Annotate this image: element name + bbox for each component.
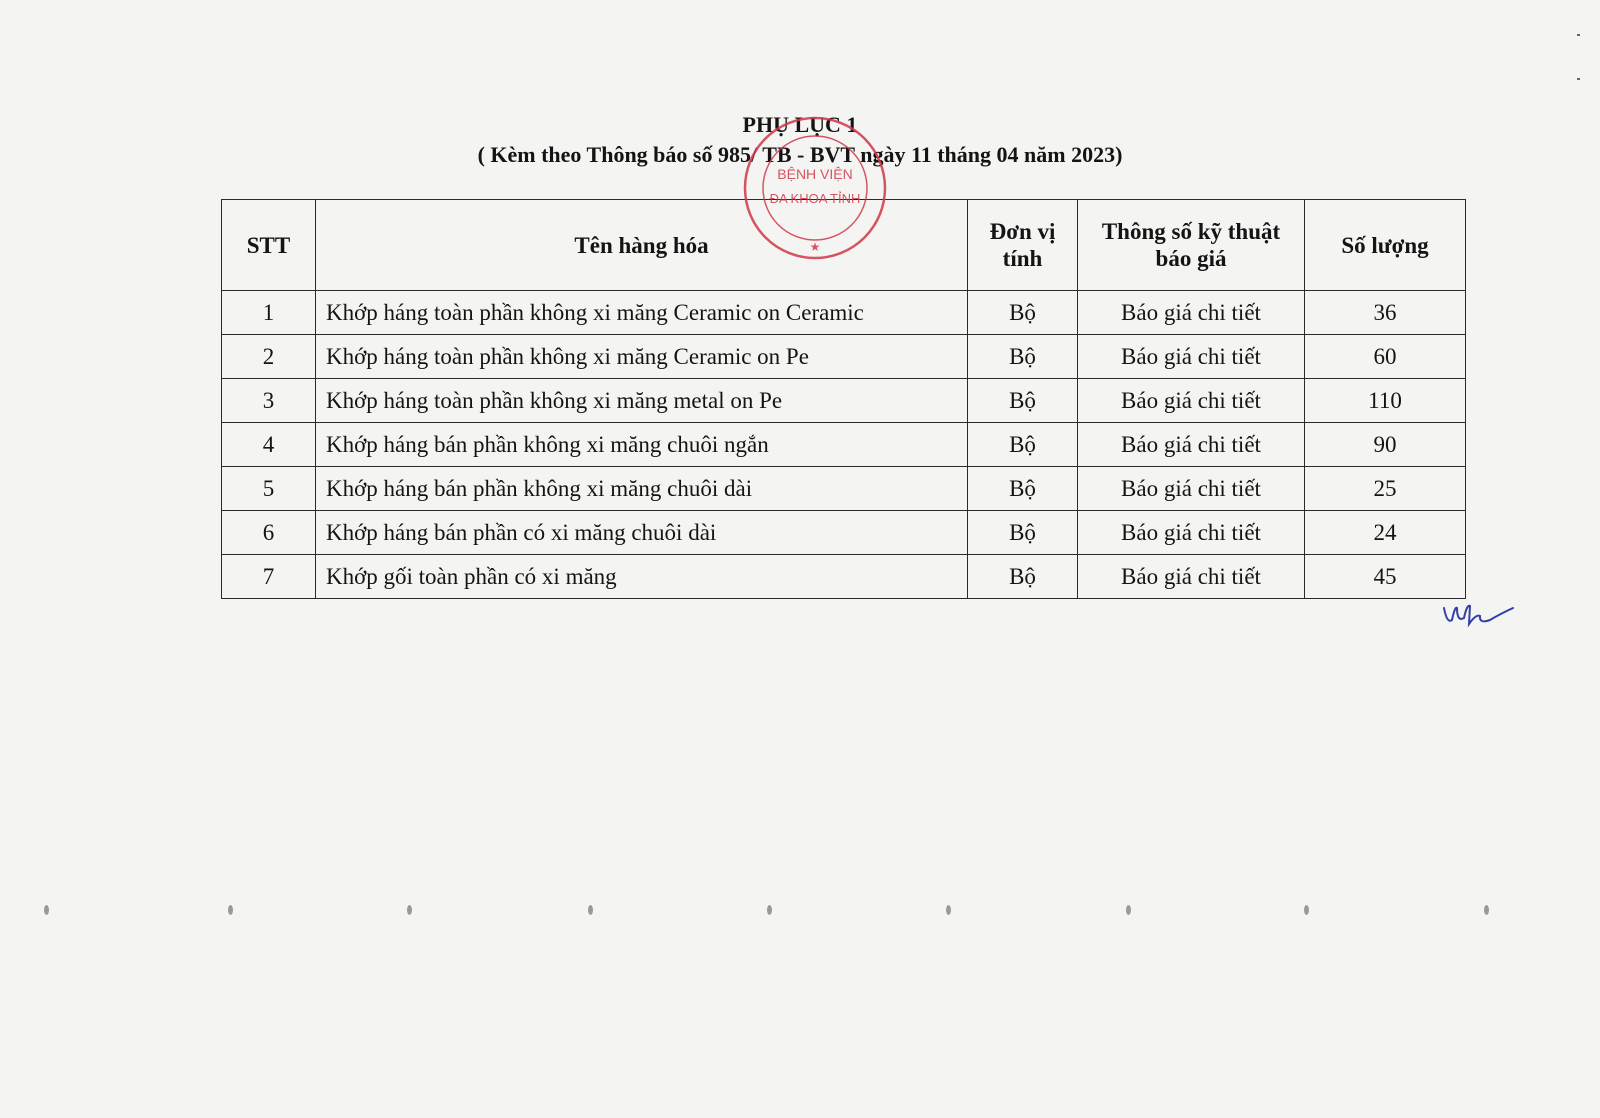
- scan-hole-mark: [1304, 905, 1309, 915]
- document-subtitle: ( Kèm theo Thông báo số 985/ TB - BVT ngày 11 tháng 04 năm 2023): [477, 142, 1123, 167]
- table-header-row: [222, 200, 1466, 291]
- cell-spec: Báo giá chi tiết: [1078, 511, 1305, 555]
- cell-unit: Bộ: [968, 423, 1078, 467]
- cell-quantity: 60: [1305, 335, 1466, 379]
- scan-hole-mark: [767, 905, 772, 915]
- table-row: [222, 379, 1466, 423]
- scan-edge-mark: [1577, 78, 1580, 80]
- scan-hole-mark: [407, 905, 412, 915]
- table-row: [222, 423, 1466, 467]
- table-row: [222, 291, 1466, 335]
- cell-stt: 3: [222, 379, 316, 423]
- scan-hole-mark: [228, 905, 233, 915]
- stamp-text-line1: BỆNH VIỆN: [777, 166, 853, 182]
- scan-hole-mark: [44, 905, 49, 915]
- document-title: PHỤ LỤC 1: [742, 112, 858, 137]
- scan-hole-mark: [1484, 905, 1489, 915]
- cell-stt: 2: [222, 335, 316, 379]
- header-spec-line2: báo giá: [1155, 246, 1227, 271]
- stamp-text-line2: ĐA KHOA TỈNH: [769, 191, 861, 206]
- header-unit-line2: tính: [1002, 246, 1043, 271]
- cell-quantity: 36: [1305, 291, 1466, 335]
- cell-item-name: Khớp háng toàn phần không xi măng Ceramic on Pe: [316, 335, 968, 379]
- scan-hole-mark: [588, 905, 593, 915]
- cell-quantity: 90: [1305, 423, 1466, 467]
- cell-spec: Báo giá chi tiết: [1078, 291, 1305, 335]
- cell-stt: 7: [222, 555, 316, 599]
- cell-spec: Báo giá chi tiết: [1078, 467, 1305, 511]
- cell-spec: Báo giá chi tiết: [1078, 379, 1305, 423]
- cell-unit: Bộ: [968, 335, 1078, 379]
- goods-table: [221, 199, 1466, 599]
- stamp-star: ★: [809, 240, 821, 254]
- cell-item-name: Khớp háng toàn phần không xi măng Ceramic on Ceramic: [316, 291, 968, 335]
- cell-item-name: Khớp háng bán phần có xi măng chuôi dài: [316, 511, 968, 555]
- header-unit-line1: Đơn vị: [989, 219, 1056, 244]
- cell-quantity: 24: [1305, 511, 1466, 555]
- table-row: [222, 555, 1466, 599]
- cell-unit: Bộ: [968, 555, 1078, 599]
- cell-quantity: 110: [1305, 379, 1466, 423]
- cell-stt: 4: [222, 423, 316, 467]
- cell-unit: Bộ: [968, 379, 1078, 423]
- header-spec-line1: Thông số kỹ thuật: [1101, 219, 1281, 244]
- scan-hole-mark: [1126, 905, 1131, 915]
- scan-hole-mark: [946, 905, 951, 915]
- cell-item-name: Khớp háng toàn phần không xi măng metal on Pe: [316, 379, 968, 423]
- cell-unit: Bộ: [968, 511, 1078, 555]
- header-quantity: Số lượng: [1305, 200, 1466, 291]
- cell-unit: Bộ: [968, 467, 1078, 511]
- cell-quantity: 25: [1305, 467, 1466, 511]
- cell-spec: Báo giá chi tiết: [1078, 555, 1305, 599]
- cell-quantity: 45: [1305, 555, 1466, 599]
- table-row: [222, 511, 1466, 555]
- scan-edge-mark: [1577, 34, 1580, 36]
- header-spec: [1078, 200, 1305, 291]
- header-stt: STT: [222, 200, 316, 291]
- cell-spec: Báo giá chi tiết: [1078, 335, 1305, 379]
- cell-item-name: Khớp háng bán phần không xi măng chuôi dài: [316, 467, 968, 511]
- cell-unit: Bộ: [968, 291, 1078, 335]
- signature-initials: [1440, 598, 1515, 634]
- header-item-name: Tên hàng hóa: [316, 200, 968, 291]
- cell-item-name: Khớp háng bán phần không xi măng chuôi ngắn: [316, 423, 968, 467]
- cell-stt: 6: [222, 511, 316, 555]
- header-unit: [968, 200, 1078, 291]
- table-row: [222, 335, 1466, 379]
- table-row: [222, 467, 1466, 511]
- cell-stt: 5: [222, 467, 316, 511]
- cell-item-name: Khớp gối toàn phần có xi măng: [316, 555, 968, 599]
- cell-spec: Báo giá chi tiết: [1078, 423, 1305, 467]
- cell-stt: 1: [222, 291, 316, 335]
